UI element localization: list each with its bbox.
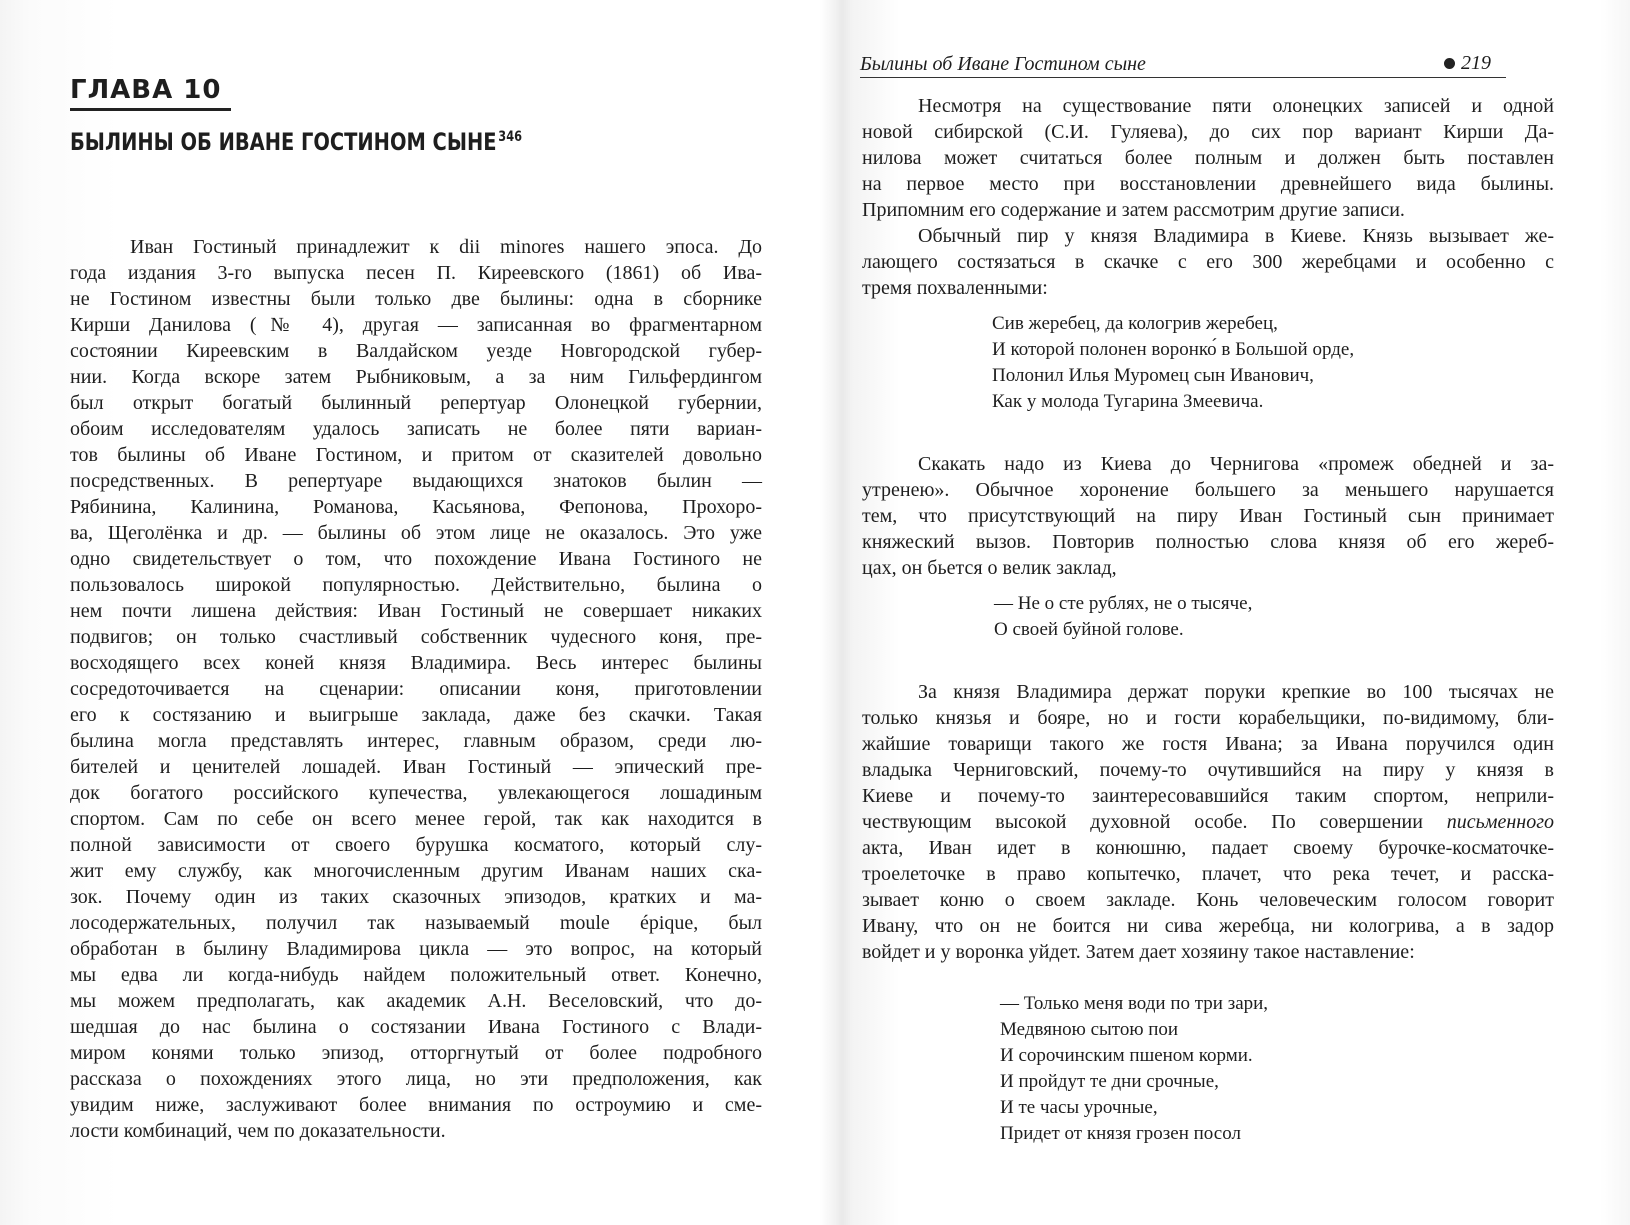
left-body-text [70, 234, 762, 1144]
text-line: За князя Владимира держат поруки крепкие во 100 тысячах не [918, 681, 1554, 703]
text-line: восходящего всех коней князя Владимира. Весь интерес былины [70, 652, 762, 674]
text-line: новой сибирской (С.И. Гуляева), до сих пор вариант Кирши Да- [862, 121, 1554, 143]
right-body-text [862, 93, 1554, 1147]
verse-line: Медвяною сытою пои [1000, 1019, 1179, 1040]
spacer [862, 415, 1554, 441]
text-line: рассказа о похождениях этого лица, но эти предположения, как [70, 1068, 762, 1090]
spacer [862, 441, 1554, 451]
text-line: нилова может считаться более полным и должен быть поставлен [862, 147, 1554, 169]
text-line: подвигов; он только счастливый собственник чудесного коня, пре- [70, 626, 762, 648]
spacer [862, 581, 1554, 591]
footnote-ref: 346 [498, 129, 522, 145]
text-line: ва, Щеголёнка и др. — былины об этом лице не оказалось. Это уже [70, 522, 762, 544]
text-line: года издания 3-го выпуска песен П. Киреевского (1861) об Ива- [70, 262, 762, 284]
text-line: жайшие товарищи такого же гостя Ивана; за Ивана поручился один [862, 733, 1554, 755]
chapter-title-text: БЫЛИНЫ ОБ ИВАНЕ ГОСТИНОМ СЫНЕ [70, 128, 497, 156]
text-line: нии. Когда вскоре затем Рыбниковым, а за ним Гильфердингом [70, 366, 762, 388]
right-page [846, 0, 1630, 1225]
text-line: Кирши Данилова (№ 4), другая — записанная во фрагментарном [70, 314, 762, 336]
text-line: утренею». Обычное хоронение большего за меньшего нарушается [862, 479, 1554, 501]
text-line: состоянии Киреевским в Валдайском уезде Новгородской губер- [70, 340, 762, 362]
bullet-icon [1444, 58, 1455, 69]
text-line: его к состязанию и выигрыше заклада, даже без скачки. Такая [70, 704, 762, 726]
verse-line: И те часы урочные, [1000, 1097, 1158, 1118]
chapter-number: ГЛАВА 10 [70, 72, 231, 111]
chapter-title [70, 124, 754, 160]
text-line: одно свидетельствует о том, что похождение Ивана Гостиного не [70, 548, 762, 570]
text-line: зывает коню о своем закладе. Конь человеческим голосом говорит [862, 889, 1554, 911]
text-line: былина могла представлять интерес, главным образом, среди лю- [70, 730, 762, 752]
verse-line: Полонил Илья Муромец сын Иванович, [992, 365, 1314, 386]
text-line: владыка Черниговский, почему-то очутившийся на пиру у князя в [862, 759, 1554, 781]
spacer [862, 301, 1554, 311]
text-line: сосредоточивается на сценарии: описании коня, приготовлении [70, 678, 762, 700]
text-line: княжеский вызов. Повторив полностью слова князя об его жереб- [862, 531, 1554, 553]
text-line: акта, Иван идет в конюшню, падает своему бурочке-косматочке- [862, 837, 1554, 859]
text-line: миром конями только эпизод, отторгнутый от более подробного [70, 1042, 762, 1064]
verse-line: — Не о сте рублях, не о тысяче, [994, 593, 1253, 614]
text-line: шедшая до нас былина о состязании Ивана Гостиного с Влади- [70, 1016, 762, 1038]
text-line: лости комбинаций, чем по доказательности. [70, 1120, 446, 1142]
text-line: Рябинина, Калинина, Романова, Касьянова, Фепонова, Прохоро- [70, 496, 762, 518]
text-line: мы едва ли когда-нибудь найдем положительный ответ. Конечно, [70, 964, 762, 986]
spacer [862, 643, 1554, 669]
text-line: мы можем предполагать, как академик А.Н. Веселовский, что до- [70, 990, 762, 1012]
text-line: на первое место при восстановлении древнейшего вида былины. [862, 173, 1554, 195]
text-line: Ивану, что он не боится ни сива жеребца, ни кологрива, а в задор [862, 915, 1554, 937]
page-number-block [1444, 51, 1491, 75]
text-line: увидим ниже, заслуживают более внимания по остроумию и сме- [70, 1094, 762, 1116]
text-line: Припомним его содержание и затем рассмотрим другие записи. [862, 199, 1405, 221]
text-line: обоим исследователям удалось записать не более пяти вариан- [70, 418, 762, 440]
text-line: не Гостином известны были только две былины: одна в сборнике [70, 288, 762, 310]
text-line: войдет и у воронка уйдет. Затем дает хозяину такое наставление: [862, 941, 1415, 963]
italic-word: письменного [1446, 811, 1554, 833]
text-line: жит ему службу, как многочисленным другим Иванам наших ска- [70, 860, 762, 882]
running-head: Былины об Иване Гостином сыне [860, 52, 1506, 78]
text-line: зок. Почему один из таких сказочных эпизодов, кратких и ма- [70, 886, 762, 908]
text-line: Обычный пир у князя Владимира в Киеве. Князь вызывает же- [918, 225, 1554, 247]
text-line: Скакать надо из Киева до Чернигова «промеж обедней и за- [918, 453, 1554, 475]
verse-line: Как у молода Тугарина Змеевича. [992, 391, 1264, 412]
text-line: Иван Гостиный принадлежит к dii minores нашего эпоса. До [130, 236, 762, 258]
text-line: лающего состязаться в скачке с его 300 жеребцами и особенно с [862, 251, 1554, 273]
verse-line: Сив жеребец, да кологрив жеребец, [992, 313, 1278, 334]
text-line: троелеточке в право копытечко, плачет, что река течет, и расска- [862, 863, 1554, 885]
page-number: 219 [1461, 52, 1491, 74]
text-line: обработан в былину Владимирова цикла — это вопрос, на который [70, 938, 762, 960]
text-line: тов былины об Иване Гостином, и притом от сказителей довольно [70, 444, 762, 466]
text-line: бителей и ценителей лошадей. Иван Гостиный — эпический пре- [70, 756, 762, 778]
text-line: Киеве и почему-то заинтересовавшийся таким спортом, неприли- [862, 785, 1554, 807]
spacer [862, 965, 1554, 991]
verse-line: Придет от князя грозен посол [1000, 1123, 1241, 1144]
text-line: был открыт богатый былинный репертуар Олонецкой губернии, [70, 392, 762, 414]
verse-line: И сорочинским пшеном корми. [1000, 1045, 1253, 1066]
text-line: цах, он бьется о велик заклад, [862, 557, 1117, 579]
text-line: Несмотря на существование пяти олонецких записей и одной [918, 95, 1554, 117]
text-line: посредственных. В репертуаре выдающихся знатоков былин — [70, 470, 762, 492]
text-line: только князья и бояре, но и гости корабельщики, по-видимому, бли- [862, 707, 1554, 729]
verse-line: И пройдут те дни срочные, [1000, 1071, 1219, 1092]
verse-line: — Только меня води по три зари, [1000, 993, 1269, 1014]
verse-line: И которой полонен воронко́ в Большой орде, [992, 339, 1355, 360]
text-line: тем, что присутствующий на пиру Иван Гостиный сын принимает [862, 505, 1554, 527]
text-line: чествующим высокой духовной особе. По совершении письменного [862, 811, 1554, 833]
verse-line: О своей буйной голове. [994, 619, 1184, 640]
text-line: полной зависимости от своего бурушка косматого, который слу- [70, 834, 762, 856]
text-line: пользовалось широкой популярностью. Действительно, былина о [70, 574, 762, 596]
text-line: док богатого российского купечества, увлекающегося лошадиным [70, 782, 762, 804]
spacer [862, 669, 1554, 679]
text-line: тремя похваленными: [862, 277, 1048, 299]
text-line: спортом. Сам по себе он всего менее герой, так как находится в [70, 808, 762, 830]
text-line: лосодержательных, получил так называемый moule épique, был [70, 912, 762, 934]
text-line: нем почти лишена действия: Иван Гостиный не совершает никаких [70, 600, 762, 622]
